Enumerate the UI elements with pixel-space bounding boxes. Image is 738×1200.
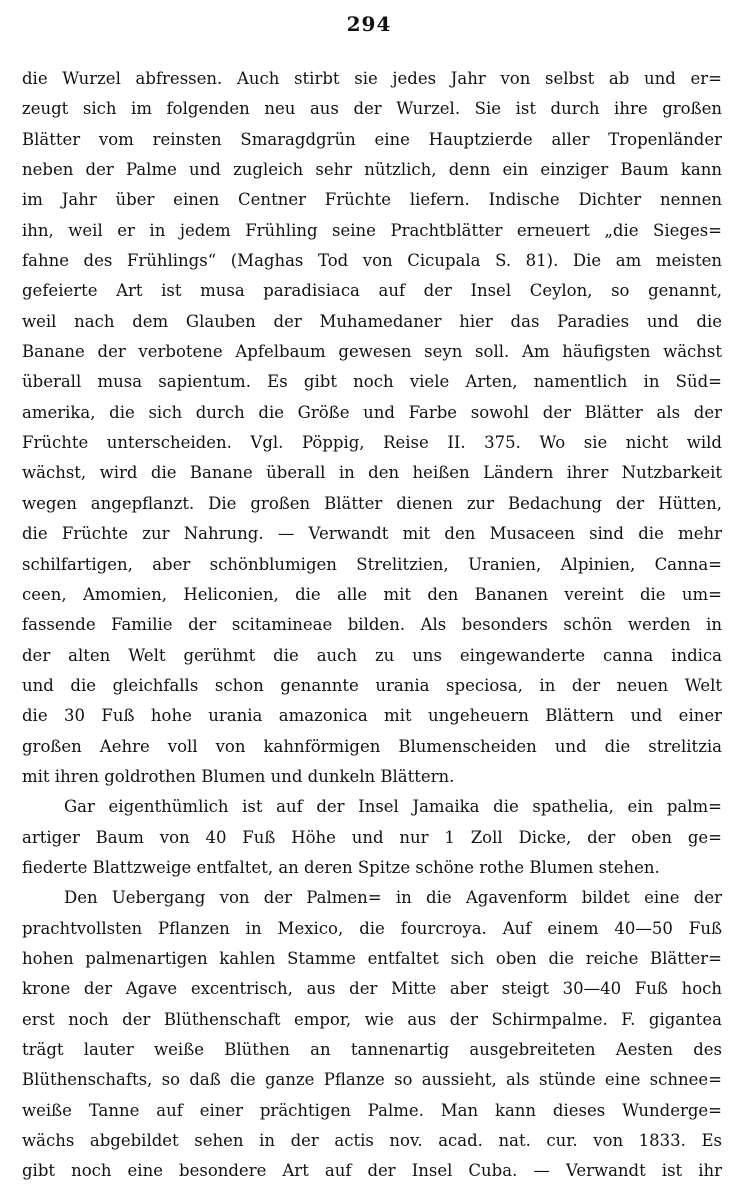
text-line: schilfartigen, aber schönblumigen Strelitzien, Uranien, Alpinien, Canna=: [22, 554, 722, 574]
text-line: Früchte unterscheiden. Vgl. Pöppig, Reise II. 375. Wo sie nicht wild: [22, 433, 722, 453]
text-line: weil nach dem Glauben der Muhamedaner hier das Paradies und die: [22, 311, 722, 331]
text-line: erst noch der Blüthenschaft empor, wie aus der Schirmpalme. F. gigantea: [22, 1009, 722, 1029]
text-line: wegen angepflanzt. Die großen Blätter dienen zur Bedachung der Hütten,: [22, 493, 722, 513]
body-text: [22, 64, 722, 1187]
text-line: prachtvollsten Pflanzen in Mexico, die fourcroya. Auf einem 40—50 Fuß: [22, 918, 722, 938]
text-line: weiße Tanne auf einer prächtigen Palme. Man kann dieses Wunderge=: [22, 1100, 722, 1120]
text-line: hohen palmenartigen kahlen Stamme entfaltet sich oben die reiche Blätter=: [22, 948, 722, 968]
text-line: und die gleichfalls schon genannte urania speciosa, in der neuen Welt: [22, 675, 722, 695]
text-line: ceen, Amomien, Heliconien, die alle mit den Bananen vereint die um=: [22, 584, 722, 604]
text-line: Gar eigenthümlich ist auf der Insel Jamaika die spathelia, ein palm=: [64, 797, 722, 817]
text-line: Banane der verbotene Apfelbaum gewesen seyn soll. Am häufigsten wächst: [22, 342, 722, 362]
text-line: Blüthenschafts, so daß die ganze Pflanze so aussieht, als stünde eine schnee=: [22, 1070, 722, 1090]
text-line: die Früchte zur Nahrung. — Verwandt mit den Musaceen sind die mehr: [22, 524, 722, 544]
text-line: großen Aehre voll von kahnförmigen Blumenscheiden und die strelitzia: [22, 736, 722, 756]
text-line: die 30 Fuß hohe urania amazonica mit ungeheuern Blättern und einer: [22, 706, 722, 726]
text-line: Den Uebergang von der Palmen= in die Agavenform bildet eine der: [64, 888, 722, 908]
text-line: mit ihren goldrothen Blumen und dunkeln Blättern.: [22, 766, 455, 786]
text-line: artiger Baum von 40 Fuß Höhe und nur 1 Zoll Dicke, der oben ge=: [22, 827, 722, 847]
text-line: der alten Welt gerühmt die auch zu uns eingewanderte canna indica: [22, 645, 722, 665]
text-line: wächs abgebildet sehen in der actis nov. acad. nat. cur. von 1833. Es: [22, 1131, 722, 1151]
text-line: die Wurzel abfressen. Auch stirbt sie jedes Jahr von selbst ab und er=: [22, 69, 722, 88]
text-line: wächst, wird die Banane überall in den heißen Ländern ihrer Nutzbarkeit: [22, 463, 722, 483]
text-line: fassende Familie der scitamineae bilden. Als besonders schön werden in: [22, 615, 722, 635]
page-number: 294: [346, 12, 392, 36]
text-line: fahne des Frühlings“ (Maghas Tod von Cicupala S. 81). Die am meisten: [22, 251, 722, 271]
text-line: fiederte Blattzweige entfaltet, an deren Spitze schöne rothe Blumen stehen.: [22, 857, 660, 877]
text-line: gibt noch eine besondere Art auf der Insel Cuba. — Verwandt ist ihr: [22, 1161, 722, 1181]
text-line: krone der Agave excentrisch, aus der Mitte aber steigt 30—40 Fuß hoch: [22, 979, 722, 999]
text-line: Blätter vom reinsten Smaragdgrün eine Hauptzierde aller Tropenländer: [22, 129, 722, 149]
text-line: im Jahr über einen Centner Früchte liefern. Indische Dichter nennen: [22, 190, 722, 210]
text-line: neben der Palme und zugleich sehr nützlich, denn ein einziger Baum kann: [22, 160, 722, 180]
text-line: gefeierte Art ist musa paradisiaca auf der Insel Ceylon, so genannt,: [22, 281, 722, 301]
text-line: ihn, weil er in jedem Frühling seine Prachtblätter erneuert „die Sieges=: [22, 220, 722, 240]
text-line: zeugt sich im folgenden neu aus der Wurzel. Sie ist durch ihre großen: [22, 99, 722, 119]
text-line: trägt lauter weiße Blüthen an tannenartig ausgebreiteten Aesten des: [22, 1040, 722, 1059]
text-line: amerika, die sich durch die Größe und Farbe sowohl der Blätter als der: [22, 402, 722, 422]
text-line: überall musa sapientum. Es gibt noch viele Arten, namentlich in Süd=: [22, 372, 722, 392]
